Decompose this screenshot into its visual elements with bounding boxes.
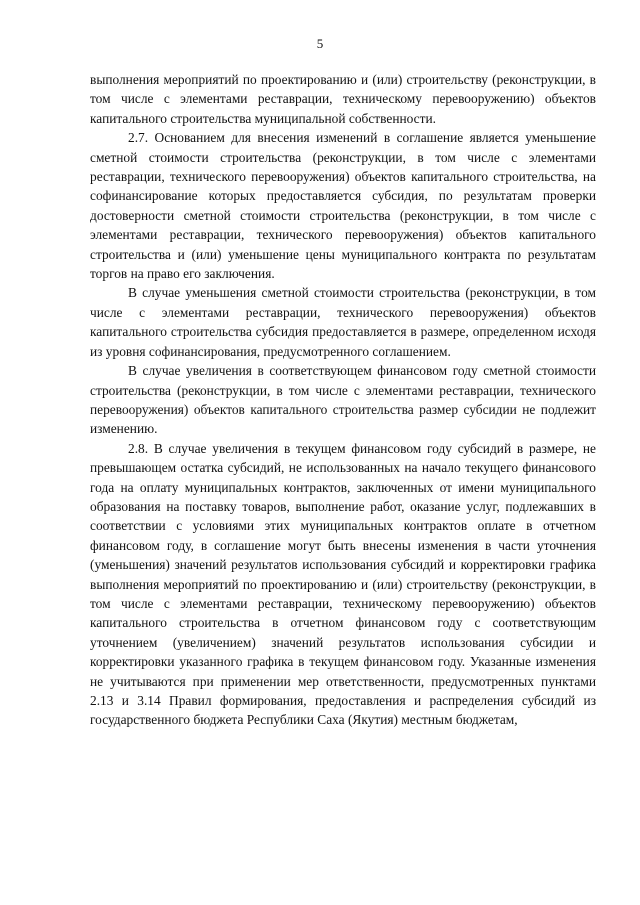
paragraph-continuation: выполнения мероприятий по проектированию и (или) строительству (реконструкции, в том числе с элементами реставрации, техническому перевооружению) объектов капитального строительства муниципальной собственности. [90,72,596,126]
page-number: 5 [316,36,324,51]
paragraph-2-8: 2.8. В случае увеличения в текущем финансовом году субсидий в размере, не превышающем остатка субсидий, не использованных на начало текущего финансового года на оплату муниципальных контрактов, заключенных от имени муниципального образования на поставку товаров, выполнение работ, оказание услуг, подлежавших в соответствии с условиями этих муниципальных контрактов оплате в отчетном финансовом году, в соглашение могут быть внесены изменения в части уточнения (уменьшения) значений результатов использования субсидий и корректировки графика выполнения мероприятий по проектированию и (или) строительству (реконструкции, в том числе с элементами реставрации, техническому перевооружению) объектов капитального строительства в отчетном финансовом году с соответствующим уточнением (увеличением) значений результатов использования субсидии и корректировки указанного графика в текущем финансовом году. Указанные изменения не учитываются при применении мер ответственности, предусмотренных пунктами 2.13 и 3.14 Правил формирования, предоставления и распределения субсидий из государственного бюджета Республики Саха (Якутия) местным бюджетам, [90,440,596,728]
paragraph-2-7: 2.7. Основанием для внесения изменений в соглашение является уменьшение сметной стоимости строительства (реконструкции, в том числе с элементами реставрации, технического перевооружения) объектов капитального строительства, на софинансирование которых предоставляется субсидия, по результатам проверки достоверности сметной стоимости строительства (реконструкции, в том числе с элементами реставрации, технического перевооружения) объектов капитального строительства и (или) уменьшение цены муниципального контракта по результатам торгов на право его заключения. [90,130,596,282]
paragraph-decrease-case: В случае уменьшения сметной стоимости строительства (реконструкции, в том числе с элементами реставрации, технического перевооружения) объектов капитального строительства субсидия предоставляется в размере, определенном исходя из уровня софинансирования, предусмотренного соглашением. [90,285,596,359]
document-body [90,70,596,730]
paragraph-increase-case: В случае увеличения в соответствующем финансовом году сметной стоимости строительства (реконструкции, в том числе с элементами реставрации, технического перевооружения) объектов капитального строительства размер субсидии не подлежит изменению. [90,363,596,437]
